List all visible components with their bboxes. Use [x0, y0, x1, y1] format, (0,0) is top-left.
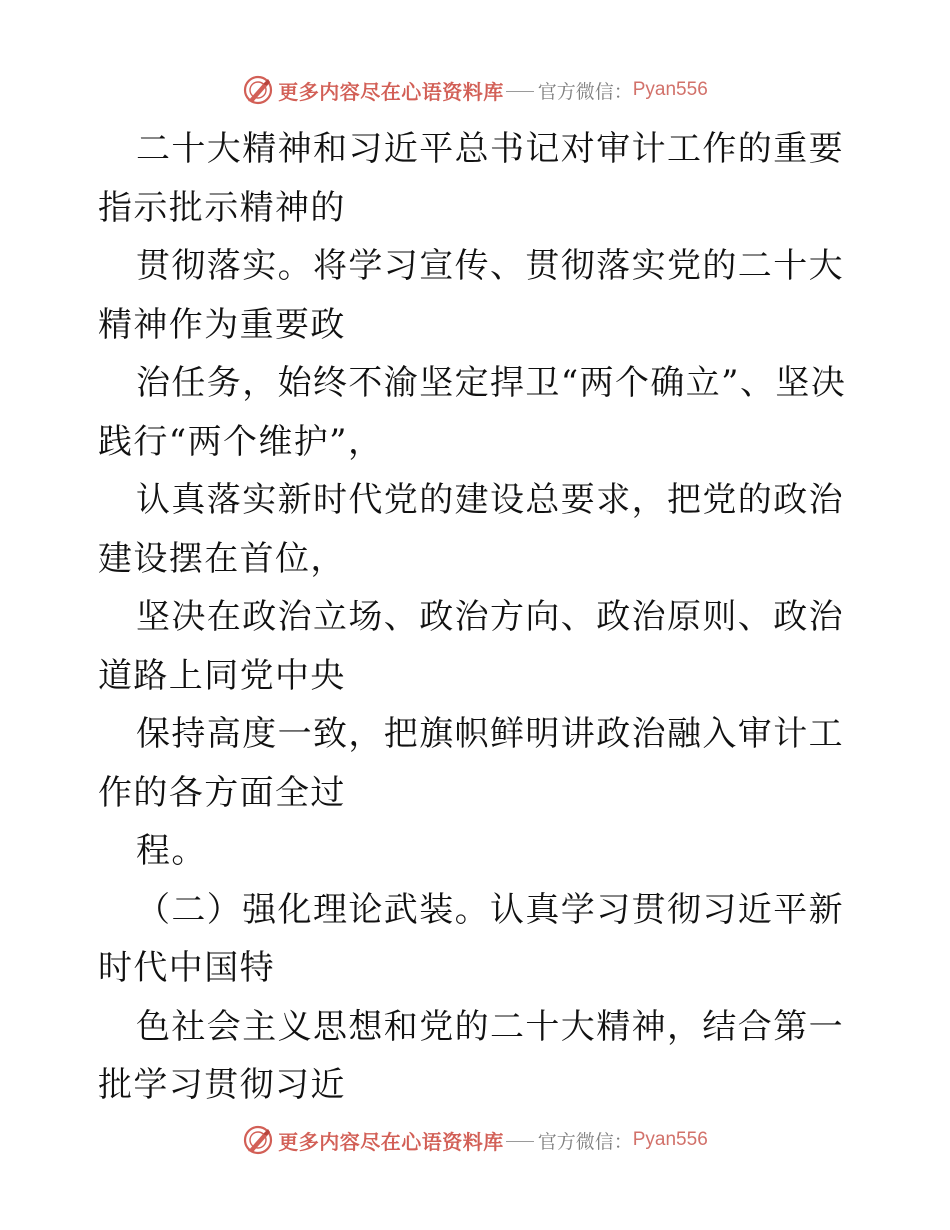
banner-sub-text: 官方微信： [537, 80, 633, 103]
paragraph: 贯彻落实。将学习宣传、贯彻落实党的二十大精神作为重要政 [98, 246, 844, 345]
header-watermark-banner [0, 70, 950, 110]
paragraph: （二）强化理论武装。认真学习贯彻习近平新时代中国特 [98, 889, 844, 988]
paragraph: 坚决在政治立场、政治方向、政治原则、政治道路上同党中央 [98, 597, 844, 696]
paragraph: 二十大精神和习近平总书记对审计工作的重要指示批示精神的 [98, 129, 844, 228]
paragraph: 色社会主义思想和党的二十大精神，结合第一批学习贯彻习近 [98, 1006, 844, 1105]
paragraph: 治任务，始终不渝坚定捍卫“两个确立”、坚决践行“两个维护”， [98, 363, 847, 462]
banner-main-text: 更多内容尽在心语资料库 [278, 79, 504, 104]
paragraph: 认真落实新时代党的建设总要求，把党的政治建设摆在首位， [98, 480, 844, 579]
banner-dash [506, 1141, 534, 1142]
banner-wechat-id: Pyan556 [632, 79, 708, 100]
document-body [98, 120, 858, 1115]
banner-sub-text: 官方微信： [537, 1130, 633, 1153]
footer-watermark-banner [0, 1120, 950, 1160]
pen-logo-icon [242, 1124, 274, 1156]
pen-logo-icon [242, 74, 274, 106]
banner-dash [506, 91, 534, 92]
paragraph: 程。 [136, 831, 207, 871]
banner-main-text: 更多内容尽在心语资料库 [278, 1129, 504, 1154]
paragraph: 保持高度一致，把旗帜鲜明讲政治融入审计工作的各方面全过 [98, 714, 844, 813]
banner-wechat-id: Pyan556 [632, 1129, 708, 1150]
